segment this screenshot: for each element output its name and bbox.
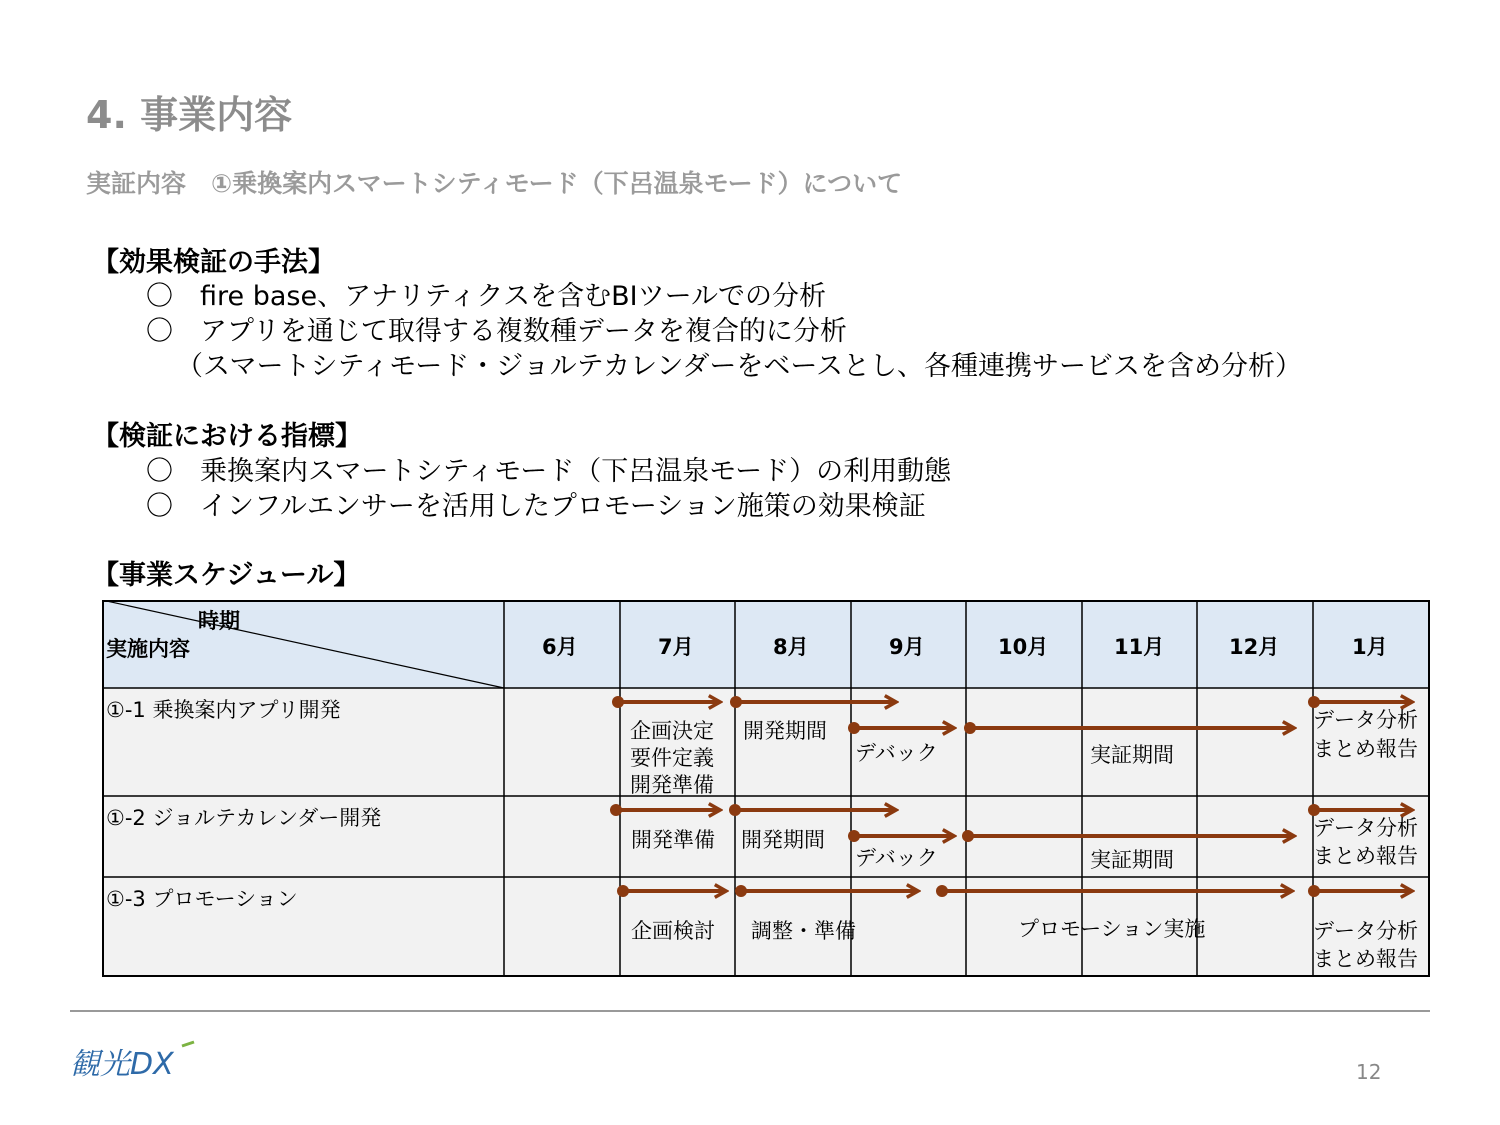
phase-note: 実証期間 (1090, 743, 1174, 767)
corner-content-label: 実施内容 (106, 637, 190, 661)
phase-note: データ分析 (1313, 816, 1418, 840)
body-label-bg (102, 688, 504, 977)
phase-note: まとめ報告 (1313, 737, 1418, 761)
phase-note: 要件定義 (630, 746, 714, 770)
row-label: ①-1 乗換案内アプリ開発 (106, 698, 341, 722)
corner-period-label: 時期 (198, 609, 240, 633)
phase-note: データ分析 (1313, 919, 1418, 943)
phase-note: 企画検討 (631, 919, 715, 943)
phase-note: プロモーション実施 (1018, 917, 1206, 941)
phase-note: 企画決定 (630, 719, 714, 743)
method-item-1: 〇 fire base、アナリティクスを含むBIツールでの分析 (146, 281, 827, 312)
indicator-item-1: 〇 乗換案内スマートシティモード（下呂温泉モード）の利用動態 (146, 456, 952, 487)
month-header: 12月 (1229, 635, 1280, 659)
month-header: 10月 (998, 635, 1049, 659)
phase-note: 開発期間 (743, 719, 827, 743)
row-label: ①-2 ジョルテカレンダー開発 (106, 806, 382, 830)
phase-note: デバック (855, 741, 938, 765)
page-subtitle: 実証内容 ①乗換案内スマートシティモード（下呂温泉モード）について (86, 169, 903, 198)
phase-note: 開発準備 (630, 773, 714, 796)
schedule-table (102, 600, 1430, 977)
row-label: ①-3 プロモーション (106, 887, 298, 911)
month-header: 6月 (542, 635, 578, 659)
phase-note: 実証期間 (1090, 848, 1174, 872)
page-title: 4. 事業内容 (86, 93, 293, 137)
kanko-dx-logo (70, 1040, 200, 1088)
month-header: 8月 (773, 635, 809, 659)
month-header: 9月 (889, 635, 925, 659)
indicators-heading: 【検証における指標】 (92, 421, 362, 452)
month-header: 1月 (1352, 635, 1388, 659)
method-note: （スマートシティモード・ジョルテカレンダーをベースとし、各種連携サービスを含め分析） (176, 351, 1303, 382)
logo-text: 観光DX (70, 1047, 174, 1082)
phase-note: 開発準備 (631, 828, 715, 852)
month-header: 11月 (1114, 635, 1165, 659)
indicator-item-2: 〇 インフルエンサーを活用したプロモーション施策の効果検証 (146, 491, 926, 522)
phase-note: データ分析 (1313, 708, 1418, 732)
phase-note: まとめ報告 (1313, 947, 1418, 971)
schedule-heading: 【事業スケジュール】 (92, 560, 361, 591)
phase-note: 開発期間 (741, 828, 825, 852)
phase-note: まとめ報告 (1313, 844, 1418, 868)
method-item-2: 〇 アプリを通じて取得する複数種データを複合的に分析 (146, 316, 847, 347)
phase-note: 調整・準備 (751, 919, 856, 943)
month-header: 7月 (658, 635, 694, 659)
phase-note: デバック (855, 846, 938, 870)
method-heading: 【効果検証の手法】 (92, 247, 335, 278)
page-number: 12 (1356, 1060, 1382, 1084)
footer-divider (70, 1010, 1430, 1012)
logo-graphic (70, 1040, 200, 1084)
